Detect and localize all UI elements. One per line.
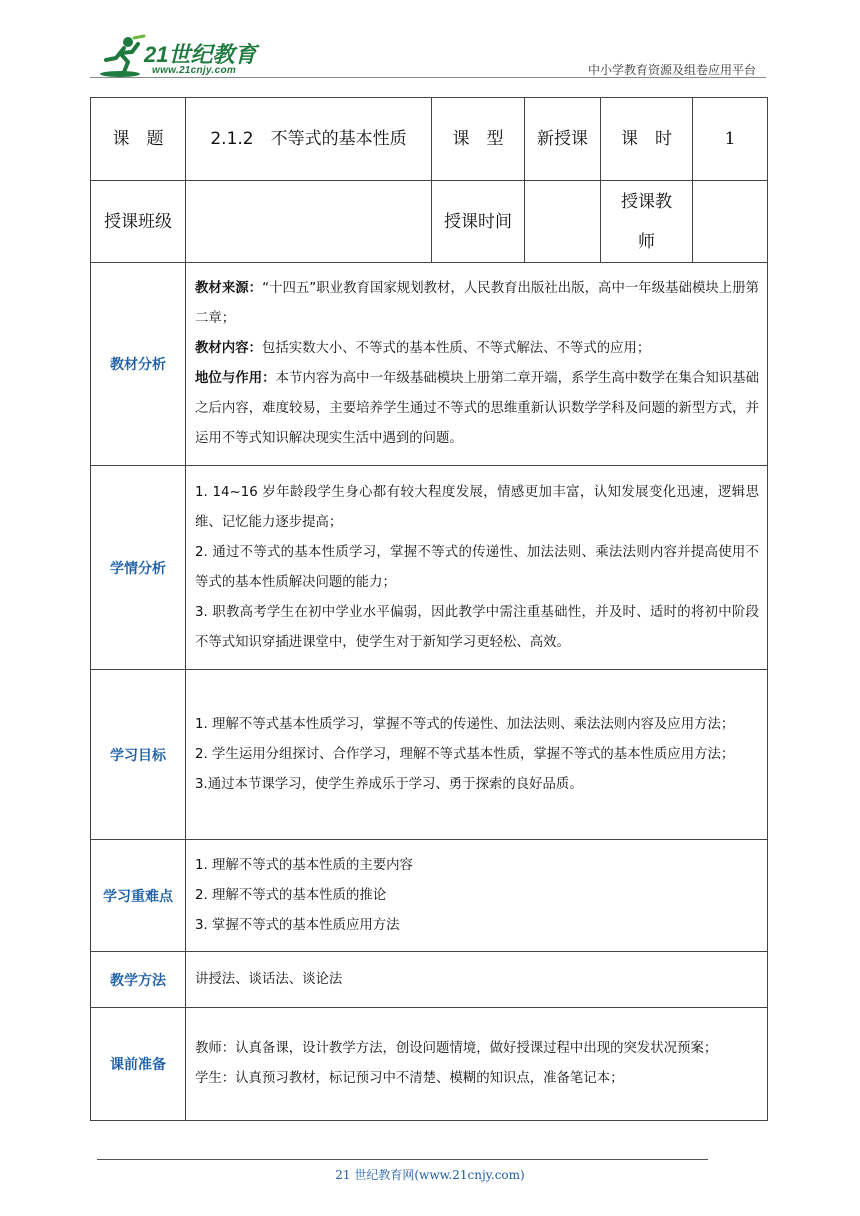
logo-url: www.21cnjy.com	[152, 65, 237, 76]
section-content	[186, 670, 768, 840]
page-header	[90, 28, 766, 78]
section-row	[91, 1008, 768, 1121]
section-content	[186, 840, 768, 952]
footer-divider	[97, 1159, 708, 1160]
logo-text: 21世纪教育	[144, 42, 257, 67]
logo	[98, 34, 288, 78]
section-row	[91, 263, 768, 466]
section-row	[91, 840, 768, 952]
paragraph: 3.通过本节课学习，使学生养成乐于学习、勇于探索的良好品质。	[195, 776, 583, 792]
paragraph: 2. 学生运用分组探讨、合作学习，理解不等式基本性质，掌握不等式的基本性质应用方法；	[195, 746, 735, 762]
paragraph: 1. 理解不等式的基本性质的主要内容	[195, 857, 413, 873]
platform-name: 中小学教育资源及组卷应用平台	[587, 63, 756, 77]
paragraph: 教材内容：包括实数大小、不等式的基本性质、不等式解法、不等式的应用；	[195, 341, 651, 356]
time-value	[525, 181, 601, 263]
hours-label: 课 时	[601, 98, 693, 181]
paragraph: 地位与作用：本节内容为高中一年级基础模块上册第二章开端，系学生高中数学在集合知识基础之后内容，难度较易，主要培养学生通过不等式的思维重新认识数学学科及问题的新型方式，并运用不等式知识解决现实生活中遇到的问题。	[195, 371, 759, 446]
topic-label: 课 题	[91, 98, 186, 181]
section-label: 学情分析	[91, 466, 186, 670]
table-row	[91, 181, 768, 263]
class-label: 授课班级	[91, 181, 186, 263]
paragraph: 3. 掌握不等式的基本性质应用方法	[195, 917, 400, 933]
section-label: 教材分析	[91, 263, 186, 466]
paragraph: 2. 理解不等式的基本性质的推论	[195, 887, 387, 903]
topic-value: 2.1.2 不等式的基本性质	[186, 98, 432, 181]
paragraph: 教师：认真备课，设计教学方法，创设问题情境，做好授课过程中出现的突发状况预案；	[195, 1041, 718, 1056]
section-row	[91, 952, 768, 1008]
page-footer: 21 世纪教育网(www.21cnjy.com)	[335, 1168, 525, 1182]
section-label: 学习目标	[91, 670, 186, 840]
paragraph: 1. 理解不等式基本性质学习，掌握不等式的传递性、加法法则、乘法法则内容及应用方法；	[195, 716, 735, 732]
section-label: 教学方法	[91, 952, 186, 1008]
section-content	[186, 952, 768, 1008]
class-value	[186, 181, 432, 263]
teacher-label: 授课教师	[601, 181, 693, 263]
section-row	[91, 670, 768, 840]
section-content	[186, 263, 768, 466]
paragraph: 讲授法、谈话法、谈论法	[195, 971, 343, 987]
teacher-value	[693, 181, 768, 263]
section-content	[186, 1008, 768, 1121]
paragraph: 学生：认真预习教材，标记预习中不清楚、模糊的知识点，准备笔记本；	[195, 1071, 624, 1086]
time-label: 授课时间	[432, 181, 525, 263]
type-label: 课 型	[432, 98, 525, 181]
paragraph: 3. 职教高考学生在初中学业水平偏弱，因此教学中需注重基础性，并及时、适时的将初中阶段不等式知识穿插进课堂中，使学生对于新知学习更轻松、高效。	[195, 604, 759, 650]
header-divider	[90, 77, 766, 78]
section-label: 课前准备	[91, 1008, 186, 1121]
paragraph: 2. 通过不等式的基本性质学习，掌握不等式的传递性、加法法则、乘法法则内容并提高使用不等式的基本性质解决问题的能力；	[195, 544, 759, 590]
paragraph: 教材来源：“十四五”职业教育国家规划教材，人民教育出版社出版，高中一年级基础模块上册第二章；	[195, 281, 760, 326]
type-value: 新授课	[525, 98, 601, 181]
section-row	[91, 466, 768, 670]
paragraph: 1. 14~16 岁年龄段学生身心都有较大程度发展，情感更加丰富，认知发展变化迅速，逻辑思维、记忆能力逐步提高；	[195, 484, 759, 530]
lesson-plan-table	[90, 97, 768, 1121]
section-content	[186, 466, 768, 670]
hours-value: 1	[693, 98, 768, 181]
runner-logo-icon	[98, 34, 148, 78]
section-label: 学习重难点	[91, 840, 186, 952]
table-row	[91, 98, 768, 181]
